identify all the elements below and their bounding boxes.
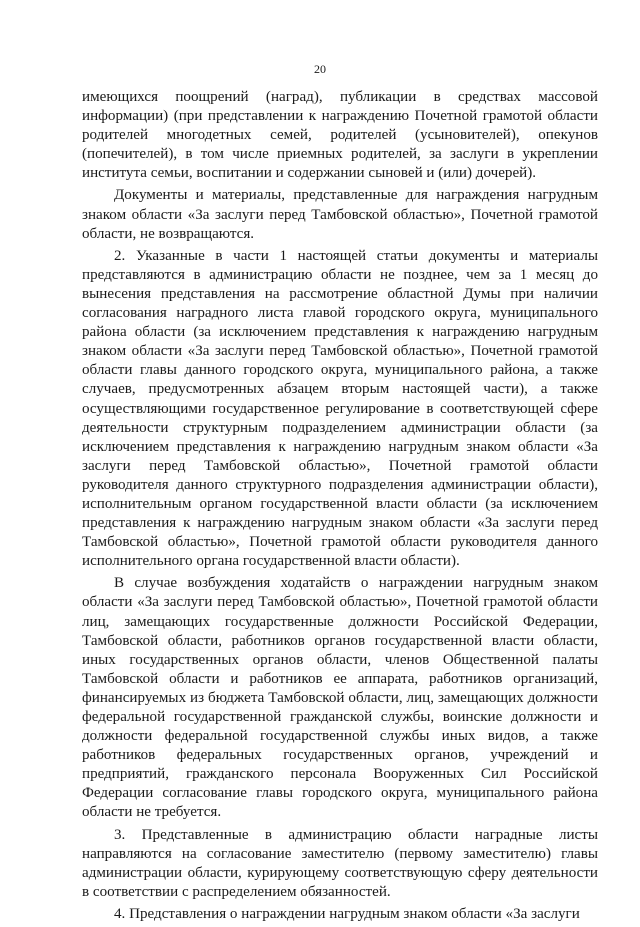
page-number: 20: [314, 62, 326, 76]
paragraph-section-2: 2. Указанные в части 1 настоящей статьи документы и материалы представляются в администрацию области не позднее, чем за 1 месяц до вынесения представления на рассмотрение областной Думы при наличии согласования наградного листа главой городского округа, муниципального района области (за исключением представления к награждению нагрудным знаком области «За заслуги перед Тамбовской областью», Почетной грамотой области главы данного городского округа, муниципального района, а также случаев, предусмотренных абзацем вторым настоящей части), а также осуществляющими государственное регулирование в соответствующей сфере деятельности структурным подразделением администрации области (за исключением представления к награждению нагрудным знаком области «За заслуги перед Тамбовской областью», Почетной грамотой области руководителя данного структурного подразделения администрации области), исполнительным органом государственной власти области (за исключением представления к награждению нагрудным знаком области «За заслуги перед Тамбовской областью», Почетной грамотой области руководителя данного исполнительного органа государственной власти области).: [82, 247, 598, 570]
paragraph-continued: имеющихся поощрений (наград), публикации в средствах массовой информации) (при представлении к награждению Почетной грамотой области родителей многодетных семей, родителей (усыновителей), опекунов (попечителей), в том числе приемных родителей, за заслуги в укреплении института семьи, воспитании и содержании сыновей и (или) дочерей).: [82, 89, 598, 182]
paragraph-section-3: 3. Представленные в администрацию области наградные листы направляются на согласование заместителю (первому заместителю) главы администрации области, курирующему соответствующую сферу деятельности в соответствии с распределением обязанностей.: [82, 826, 598, 900]
paragraph-exceptions: В случае возбуждения ходатайств о награждении нагрудным знаком области «За заслуги перед Тамбовской областью», Почетной грамотой области лиц, замещающих государственные должности Российской Федерации, Тамбовской области, работников органов государственной власти области, иных государственных органов области, членов Общественной палаты Тамбовской области и работников ее аппарата, работников организаций, финансируемых из бюджета Тамбовской области, лиц, замещающих должности федеральной государственной гражданской службы, воинские должности и должности федеральной государственной службы иных видов, а также работников федеральных государственных органов, учреждений и предприятий, гражданского персонала Вооруженных Сил Российской Федерации согласование главы городского округа, муниципального района области не требуется.: [82, 575, 598, 821]
paragraph-documents-not-returned: Документы и материалы, представленные для награждения нагрудным знаком области «За заслуги перед Тамбовской областью», Почетной грамотой области, не возвращаются.: [82, 187, 598, 242]
document-body: [82, 88, 598, 927]
paragraph-section-4: 4. Представления о награждении нагрудным знаком области «За заслуги: [114, 905, 580, 922]
